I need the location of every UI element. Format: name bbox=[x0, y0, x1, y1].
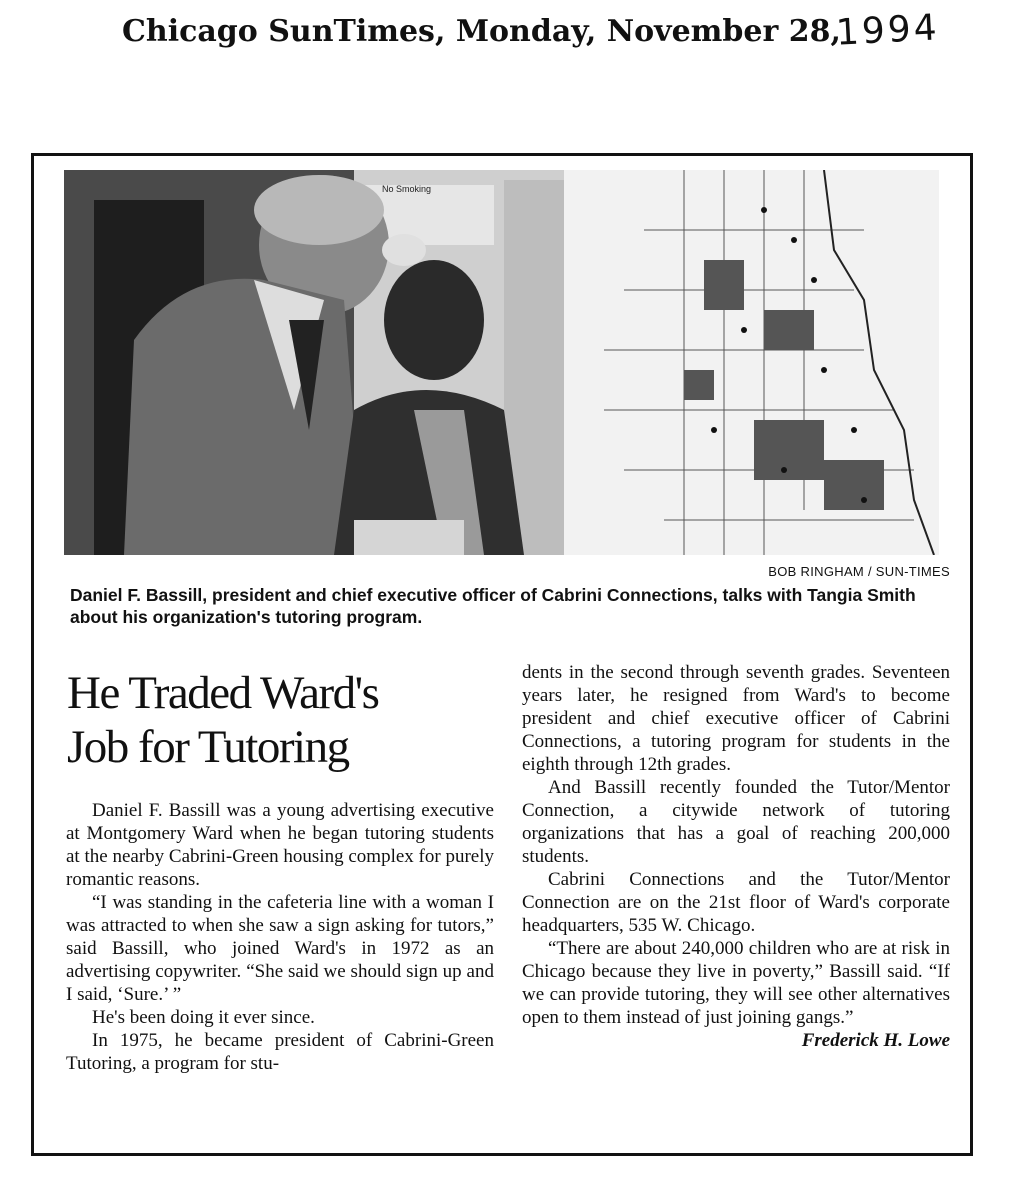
photo-credit: BOB RINGHAM / SUN-TIMES bbox=[768, 564, 950, 579]
author-byline: Frederick H. Lowe bbox=[801, 1030, 950, 1051]
no-smoking-sign: No Smoking bbox=[382, 184, 432, 194]
paragraph bbox=[522, 937, 950, 1051]
paragraph: dents in the second through seventh grades. Seventeen years later, he resigned from Ward's to become president and chief executive officer of Cabrini Connections, a tutoring program for students in the eighth through 12th grades. bbox=[522, 662, 950, 775]
headline-line-1: He Traded Ward's bbox=[67, 667, 379, 719]
paragraph-text: “There are about 240,000 children who are at risk in Chicago because they live in poverty,” Bassill said. “If we can provide tutoring, they will see other alternatives open to them instead of just joining gangs.” bbox=[522, 938, 950, 1028]
photo-caption: Daniel F. Bassill, president and chief executive officer of Cabrini Connections, talks with Tangia Smith about his organization's tutoring program. bbox=[70, 585, 916, 627]
article-column-2 bbox=[522, 661, 950, 1052]
paragraph: And Bassill recently founded the Tutor/Mentor Connection, a citywide network of tutoring organizations that has a goal of reaching 200,000 students. bbox=[522, 777, 950, 867]
article-headline bbox=[67, 666, 507, 774]
paragraph: Daniel F. Bassill was a young advertising executive at Montgomery Ward when he began tutoring students at the nearby Cabrini-Green housing complex for purely romantic reasons. bbox=[66, 800, 494, 890]
dateline-text: Chicago SunTimes, Monday, November 28, bbox=[122, 14, 841, 49]
newspaper-clipping bbox=[31, 153, 973, 1156]
headline-line-2: Job for Tutoring bbox=[67, 721, 349, 773]
paragraph: In 1975, he became president of Cabrini-Green Tutoring, a program for stu- bbox=[66, 1030, 494, 1074]
news-photo bbox=[64, 170, 939, 555]
paragraph: “I was standing in the cafeteria line with a woman I was attracted to when she saw a sign asking for tutors,” said Bassill, who joined Ward's in 1972 as an advertising copywriter. “She said we should sign up and I said, ‘Sure.’ ” bbox=[66, 892, 494, 1005]
paragraph: Cabrini Connections and the Tutor/Mentor Connection are on the 21st floor of Ward's corporate headquarters, 535 W. Chicago. bbox=[522, 869, 950, 936]
article-column-1 bbox=[66, 799, 494, 1075]
handwritten-year: 1994 bbox=[834, 7, 941, 54]
photo-illustration bbox=[64, 170, 939, 555]
paragraph: He's been doing it ever since. bbox=[92, 1007, 315, 1028]
